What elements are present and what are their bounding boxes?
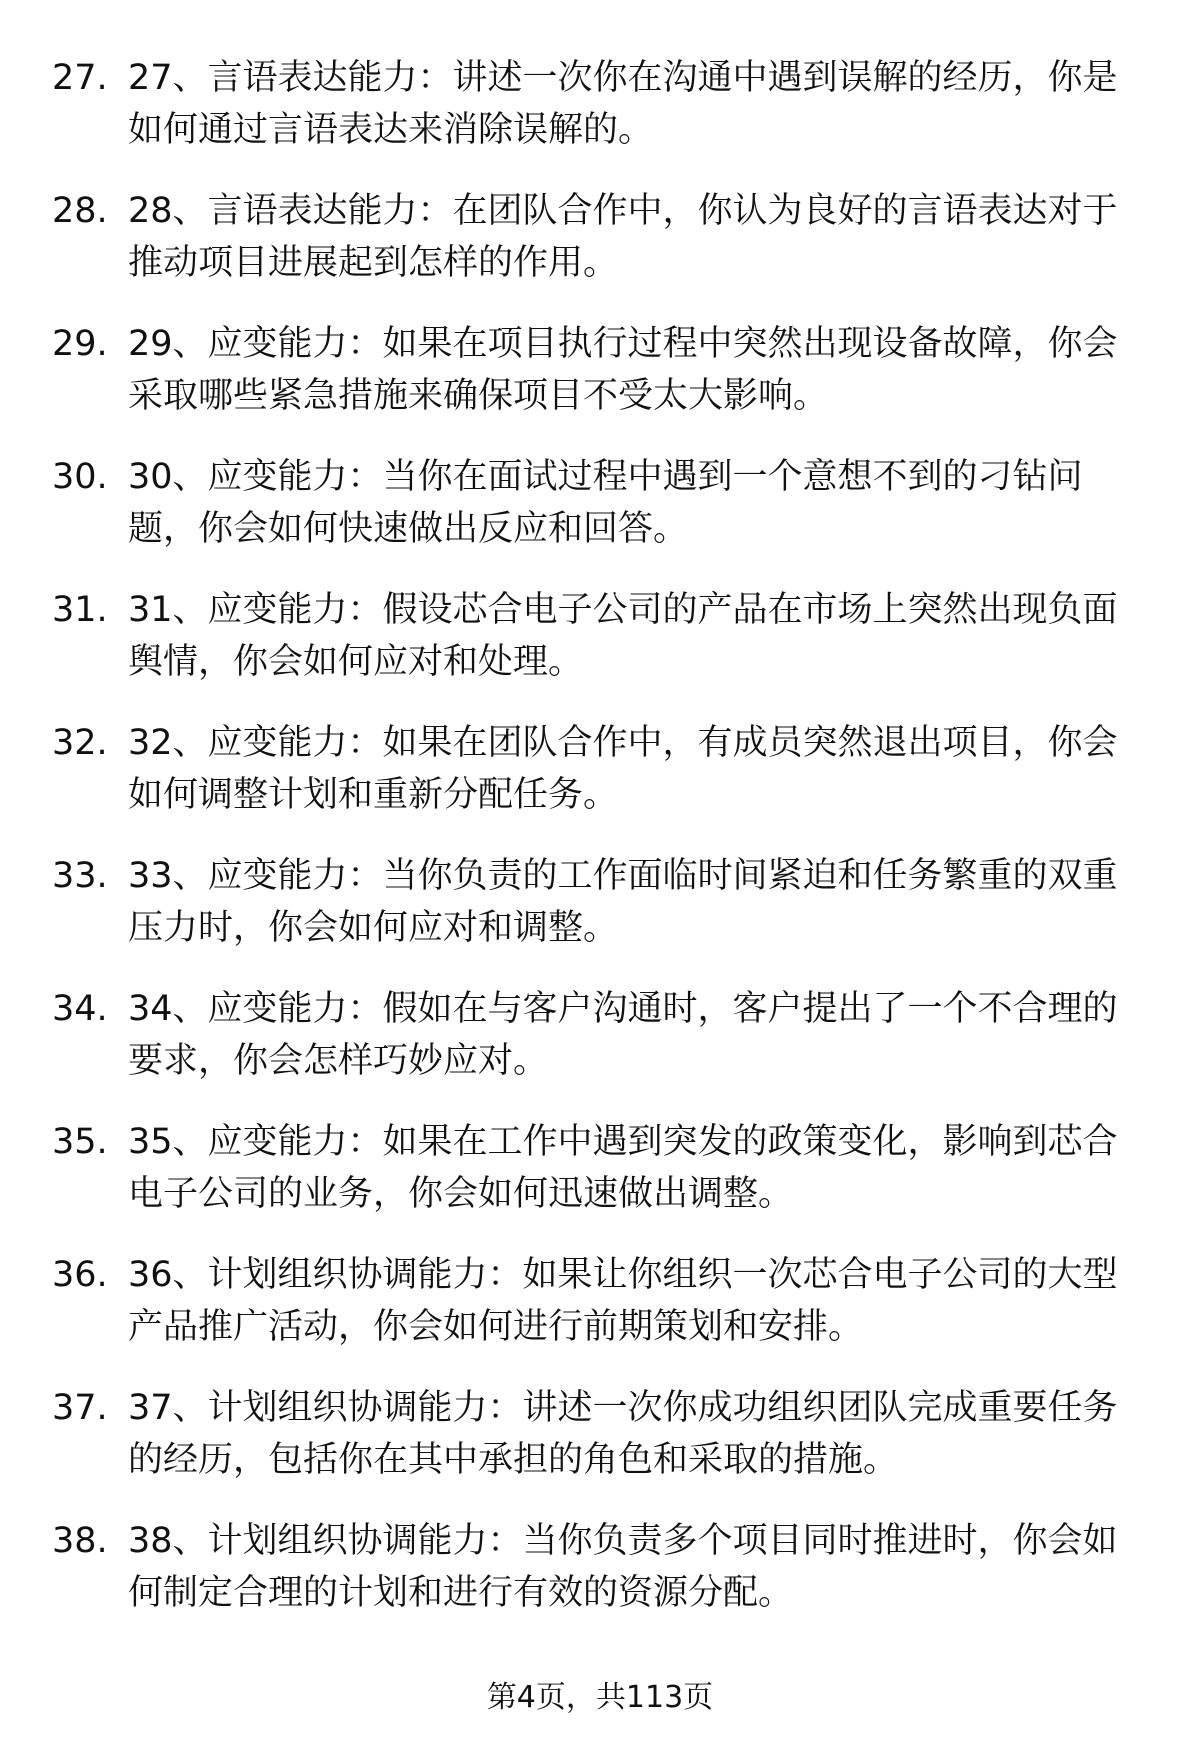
question-number: 32. <box>52 723 108 763</box>
question-text: 36、计划组织协调能力：如果让你组织一次芯合电子公司的大型产品推广活动，你会如何进行前期策划和安排。 <box>128 1255 1118 1347</box>
question-item <box>0 1249 1200 1382</box>
question-item <box>0 850 1200 983</box>
question-number: 37. <box>52 1388 108 1428</box>
question-number: 38. <box>52 1521 108 1561</box>
question-text: 32、应变能力：如果在团队合作中，有成员突然退出项目，你会如何调整计划和重新分配任务。 <box>128 723 1118 815</box>
question-item <box>0 584 1200 717</box>
question-text: 37、计划组织协调能力：讲述一次你成功组织团队完成重要任务的经历，包括你在其中承担的角色和采取的措施。 <box>128 1388 1118 1480</box>
question-item <box>0 52 1200 185</box>
question-text: 35、应变能力：如果在工作中遇到突发的政策变化，影响到芯合电子公司的业务，你会如何迅速做出调整。 <box>128 1122 1118 1214</box>
question-text: 28、言语表达能力：在团队合作中，你认为良好的言语表达对于推动项目进展起到怎样的作用。 <box>128 191 1118 283</box>
question-item <box>0 717 1200 850</box>
question-number: 33. <box>52 856 108 896</box>
question-item <box>0 185 1200 318</box>
question-item <box>0 1382 1200 1515</box>
question-number: 28. <box>52 191 108 231</box>
question-text: 38、计划组织协调能力：当你负责多个项目同时推进时，你会如何制定合理的计划和进行有效的资源分配。 <box>128 1521 1118 1613</box>
page-number: 第4页，共113页 <box>486 1680 714 1715</box>
question-item <box>0 318 1200 451</box>
question-item <box>0 983 1200 1116</box>
question-item <box>0 1515 1200 1648</box>
question-number: 27. <box>52 58 108 98</box>
question-number: 35. <box>52 1122 108 1162</box>
question-number: 36. <box>52 1255 108 1295</box>
question-number: 34. <box>52 989 108 1029</box>
question-text: 33、应变能力：当你负责的工作面临时间紧迫和任务繁重的双重压力时，你会如何应对和调整。 <box>128 856 1118 948</box>
question-number: 29. <box>52 324 108 364</box>
question-text: 31、应变能力：假设芯合电子公司的产品在市场上突然出现负面舆情，你会如何应对和处理。 <box>128 590 1118 682</box>
question-list <box>0 52 1200 1648</box>
question-number: 31. <box>52 590 108 630</box>
question-item <box>0 451 1200 584</box>
question-text: 34、应变能力：假如在与客户沟通时，客户提出了一个不合理的要求，你会怎样巧妙应对。 <box>128 989 1118 1081</box>
question-item <box>0 1116 1200 1249</box>
question-text: 30、应变能力：当你在面试过程中遇到一个意想不到的刁钻问题，你会如何快速做出反应和回答。 <box>128 457 1083 549</box>
question-number: 30. <box>52 457 108 497</box>
question-text: 27、言语表达能力：讲述一次你在沟通中遇到误解的经历，你是如何通过言语表达来消除误解的。 <box>128 58 1118 150</box>
question-text: 29、应变能力：如果在项目执行过程中突然出现设备故障，你会采取哪些紧急措施来确保项目不受太大影响。 <box>128 324 1118 416</box>
